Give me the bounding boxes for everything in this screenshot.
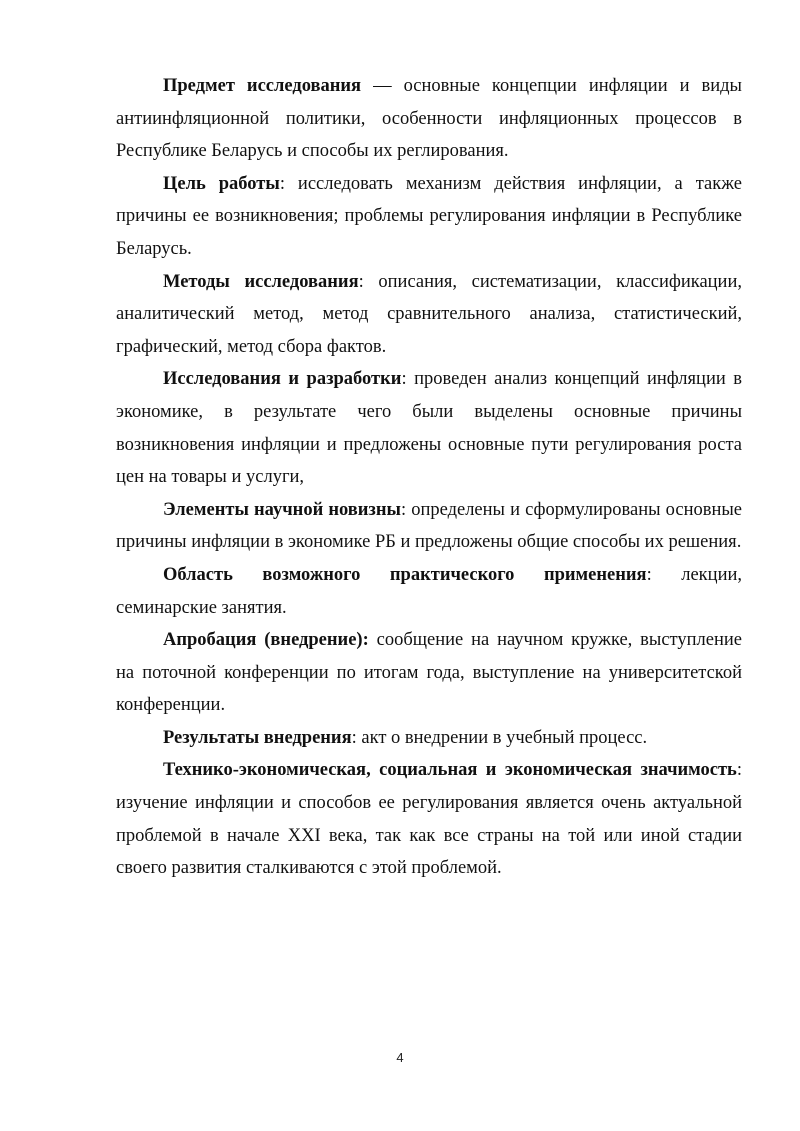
- paragraph-term: Технико-экономическая, социальная и экономическая значимость: [163, 760, 737, 781]
- paragraph-results: [116, 722, 742, 755]
- paragraph-methods: [116, 266, 742, 364]
- paragraph-text: : исследовать механизм действия инфляции, а также причины ее возникновения; проблемы регулирования инфляции в Республике Беларусь.: [116, 173, 742, 259]
- paragraph-term: Область возможного практического применения: [163, 564, 647, 585]
- paragraph-research: [116, 363, 742, 493]
- paragraph-subject: [116, 70, 742, 168]
- paragraph-term: Результаты внедрения: [163, 727, 352, 748]
- paragraph-text: : проведен анализ концепций инфляции в экономике, в результате чего были выделены основные причины возникновения инфляции и предложены основные пути регулирования роста цен на товары и услуги,: [116, 369, 742, 488]
- paragraph-text: : изучение инфляции и способов ее регулирования является очень актуальной проблемой в начале XXI века, так как все страны на той или иной стадии своего развития сталкиваются с этой проблемой.: [116, 760, 742, 879]
- paragraph-term: Предмет исследования: [163, 76, 362, 96]
- paragraph-text: : акт о внедрении в учебный процесс.: [351, 727, 648, 748]
- page-number: 4: [396, 1050, 404, 1065]
- paragraph-novelty: [116, 494, 742, 559]
- paragraph-term: Исследования и разработки: [163, 369, 402, 390]
- paragraph-text: сообщение на научном кружке, выступление на поточной конференции по итогам года, выступление на университетской конференции.: [116, 630, 743, 716]
- paragraph-text: — основные концепции инфляции и виды антиинфляционной политики, особенности инфляционных процессов в Республике Беларусь и способы их реглирования.: [116, 76, 742, 162]
- paragraph-significance: [116, 754, 742, 884]
- paragraph-approbation: [116, 624, 742, 722]
- paragraph-text: : определены и сформулированы основные причины инфляции в экономике РБ и предложены общие способы их решения.: [116, 499, 742, 553]
- paragraph-term: Методы исследования: [163, 271, 359, 292]
- document-page: [116, 70, 742, 885]
- paragraph-term: Апробация (внедрение):: [163, 630, 369, 651]
- paragraph-text: : лекции, семинарские занятия.: [116, 564, 742, 618]
- paragraph-term: Цель работы: [163, 173, 280, 194]
- paragraph-application: [116, 559, 742, 624]
- paragraph-term: Элементы научной новизны: [163, 499, 401, 520]
- paragraph-goal: [116, 168, 742, 266]
- paragraph-text: : описания, систематизации, классификации, аналитический метод, метод сравнительного анализа, статистический, графический, метод сбора фактов.: [116, 271, 742, 357]
